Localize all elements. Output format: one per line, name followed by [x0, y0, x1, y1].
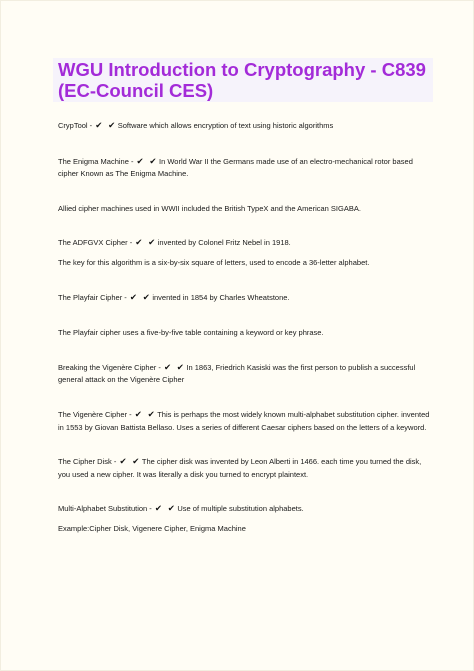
document-content — [58, 120, 430, 535]
check-mark-icon: ✔ ✔ — [154, 504, 177, 515]
entry-term: The Vigenère Cipher - — [58, 409, 132, 419]
entry-vigenere — [58, 409, 430, 433]
check-mark-icon: ✔ ✔ — [136, 156, 158, 167]
entry-definition: In 1863, Friedrich Kasiski was the first person to publish a successful general attack on the Vigenère Cipher — [58, 362, 416, 385]
check-mark-icon: ✔ ✔ — [135, 238, 157, 249]
document-title: WGU Introduction to Cryptography - C839 (EC-Council CES) — [58, 59, 426, 101]
entry-text: The Playfair cipher uses a five-by-five table containing a keyword or key phrase. — [58, 328, 324, 338]
entry-multi-alphabet-example — [58, 523, 430, 535]
entry-definition: invented in 1854 by Charles Wheatstone. — [152, 292, 290, 302]
check-mark-icon: ✔ ✔ — [163, 362, 186, 373]
entry-cipher-disk — [58, 456, 430, 480]
entry-term: The Playfair Cipher - — [58, 292, 127, 302]
entry-enigma-machine — [58, 156, 430, 180]
entry-term: Multi-Alphabet Substitution - — [58, 504, 152, 514]
check-mark-icon: ✔ ✔ — [129, 292, 152, 303]
entry-text: Allied cipher machines used in WWII included the British TypeX and the American SIGABA. — [58, 203, 361, 213]
entry-term: The ADFGVX Cipher - — [58, 238, 133, 248]
entry-definition: Software which allows encryption of text using historic algorithms — [117, 121, 334, 130]
entry-playfair — [58, 292, 430, 305]
entry-term: Breaking the Vigenère Cipher - — [58, 362, 161, 372]
check-mark-icon: ✔ ✔ — [95, 121, 117, 131]
entry-multi-alphabet — [58, 503, 430, 516]
entry-definition: In World War II the Germans made use of an electro-mechanical rotor based cipher Known as The Enigma Machine. — [58, 156, 413, 179]
entry-adfgvx — [58, 237, 430, 250]
entry-allied-machines — [58, 203, 430, 215]
entry-definition: invented by Colonel Fritz Nebel in 1918. — [157, 238, 291, 248]
entry-term: The Enigma Machine - — [58, 156, 134, 166]
check-mark-icon: ✔ ✔ — [134, 409, 157, 420]
entry-text: The key for this algorithm is a six-by-six square of letters, used to encode a 36-letter alphabet. — [58, 257, 370, 267]
entry-text: Example:Cipher Disk, Vigenere Cipher, Enigma Machine — [58, 523, 246, 533]
entry-cryptool — [58, 120, 430, 133]
entry-definition: The cipher disk was invented by Leon Alberti in 1466. each time you turned the disk, you used a new cipher. It was literally a disk you turned to encrypt plaintext. — [58, 457, 422, 479]
entry-term: CrypTool - — [58, 121, 93, 130]
entry-definition: Use of multiple substitution alphabets. — [177, 504, 304, 514]
check-mark-icon: ✔ ✔ — [119, 457, 141, 468]
entry-adfgvx-key — [58, 257, 430, 269]
entry-definition: This is perhaps the most widely known multi-alphabet substitution cipher. invented in 1553 by Giovan Battista Bellaso. Uses a series of different Caesar ciphers based on the letters of a keyword. — [58, 409, 430, 432]
entry-breaking-vigenere — [58, 362, 430, 386]
entry-playfair-table — [58, 327, 430, 339]
entry-term: The Cipher Disk - — [58, 457, 117, 467]
